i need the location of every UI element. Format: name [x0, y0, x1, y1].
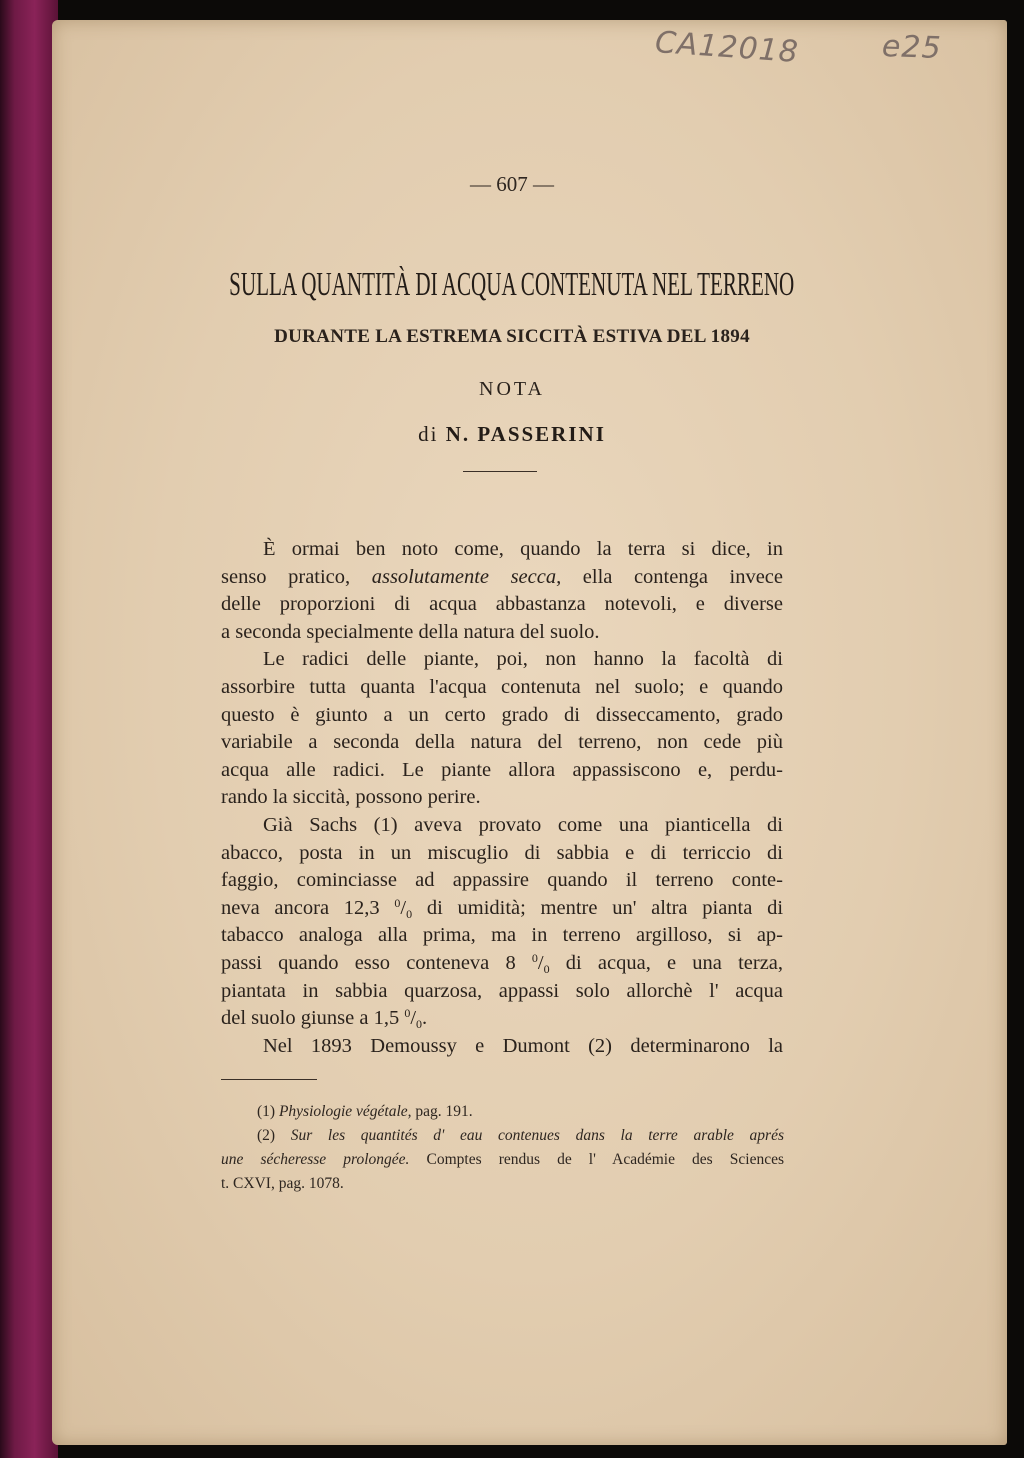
percent-den: 0 — [416, 1017, 423, 1032]
body-line — [221, 1005, 783, 1033]
note-label: NOTA — [479, 378, 545, 400]
body-text-run: del suolo giunse a 1,5 — [221, 1007, 400, 1030]
footnote-divider — [221, 1079, 317, 1080]
body-line — [221, 895, 783, 923]
article-title — [0, 266, 1024, 304]
percent-sign — [404, 1006, 423, 1032]
footnote-marker: (2) — [257, 1127, 276, 1144]
body-text-run: questo è giunto a un certo grado di disseccamento, grado — [221, 703, 783, 726]
body-text-run: variabile a seconda della natura del terreno, non cede più — [221, 731, 783, 754]
footnotes — [221, 1100, 784, 1196]
body-line — [221, 729, 783, 757]
body-text-run: abacco, posta in un miscuglio di sabbia e di terriccio di — [221, 841, 783, 864]
percent-slash: / — [410, 1007, 417, 1030]
body-text-run: passi quando esso conteneva 8 — [221, 951, 516, 974]
author-prefix: di — [418, 422, 439, 446]
body-text-run: Nel 1893 Demoussy e Dumont (2) determinarono la — [263, 1034, 783, 1057]
body-line — [221, 840, 783, 868]
body-line — [221, 978, 783, 1006]
footnote-title: une sécheresse prolongée. — [221, 1151, 410, 1168]
percent-sign — [394, 897, 412, 919]
body-text-run: ella contenga invece — [582, 565, 783, 588]
body-text-run: piantata in sabbia quarzosa, appassi solo allorchè l' acqua — [221, 979, 783, 1002]
body-line — [221, 867, 783, 895]
body-line — [221, 950, 783, 978]
body-text-run: di umidità; mentre un' altra pianta di — [426, 896, 784, 919]
percent-slash: / — [537, 951, 544, 974]
body-text-run: delle proporzioni di acqua abbastanza notevoli, e diverse — [221, 593, 783, 616]
body-line — [221, 812, 783, 840]
author-line — [0, 422, 1024, 447]
footnote-title: Sur les quantités d' eau contenues dans la terre arable aprés — [290, 1127, 785, 1144]
percent-sign — [532, 952, 550, 974]
footnote-text: pag. 191. — [415, 1103, 473, 1120]
footnote-2-end — [221, 1172, 784, 1196]
percent-num: 0 — [394, 895, 401, 910]
author-name: N. PASSERINI — [445, 422, 606, 446]
body-text-run: . — [422, 1007, 428, 1030]
body-line — [221, 591, 783, 619]
percent-den: 0 — [406, 906, 413, 921]
footnote-text: Comptes rendus de l' Académie des Sciences — [426, 1151, 785, 1168]
body-text-run: Già Sachs (1) aveva provato come una pianticella di — [263, 813, 783, 836]
handwritten-note: e25 — [881, 28, 943, 67]
title-divider — [463, 471, 537, 472]
body-text-run: acqua alle radici. Le piante allora appassiscono e, perdu- — [221, 758, 783, 781]
body-line — [221, 784, 783, 812]
body-line — [221, 564, 783, 592]
footnote-1 — [221, 1100, 784, 1124]
body-text-run: a seconda specialmente della natura del suolo. — [221, 620, 600, 643]
body-text-run: senso pratico, — [221, 565, 351, 588]
footnote-marker: (1) — [257, 1103, 276, 1120]
footnote-text: t. CXVI, pag. 1078. — [221, 1175, 344, 1192]
book-spine — [0, 0, 58, 1458]
footnote-title: Physiologie végétale, — [278, 1103, 412, 1120]
body-text-run: di acqua, e una terza, — [565, 951, 784, 974]
body-text-run: rando la siccità, possono perire. — [221, 786, 481, 809]
percent-slash: / — [400, 896, 407, 919]
body-line — [221, 757, 783, 785]
page-number: — 607 — — [470, 172, 554, 196]
body-line — [221, 536, 783, 564]
percent-num: 0 — [404, 1006, 411, 1021]
body-text-run: faggio, cominciasse ad appassire quando il terreno conte- — [221, 869, 783, 892]
body-line — [221, 619, 783, 647]
body-line — [221, 922, 783, 950]
percent-den: 0 — [543, 961, 550, 976]
body-line — [221, 646, 783, 674]
footnote-2-cont — [221, 1148, 784, 1172]
body-line — [221, 1033, 783, 1061]
body-text-run: È ormai ben noto come, quando la terra si dice, in — [263, 538, 783, 560]
body-line — [221, 674, 783, 702]
emphasis-text: assolutamente secca, — [371, 565, 562, 588]
body-text-run: tabacco analoga alla prima, ma in terreno argilloso, si ap- — [221, 924, 783, 947]
article-subtitle: DURANTE LA ESTREMA SICCITÀ ESTIVA DEL 1894 — [274, 326, 750, 347]
body-text-run: Le radici delle piante, poi, non hanno la facoltà di — [263, 648, 783, 671]
body-text — [221, 536, 783, 1060]
body-text-run: neva ancora 12,3 — [221, 896, 380, 919]
article-title-text: SULLA QUANTITÀ DI ACQUA CONTENUTA NEL TERRENO — [229, 266, 795, 303]
percent-num: 0 — [531, 950, 538, 965]
footnote-2 — [221, 1124, 784, 1148]
body-line — [221, 702, 783, 730]
handwritten-catalog-number: CA12018 — [653, 25, 800, 70]
body-text-run: assorbire tutta quanta l'acqua contenuta nel suolo; e quando — [221, 675, 783, 698]
